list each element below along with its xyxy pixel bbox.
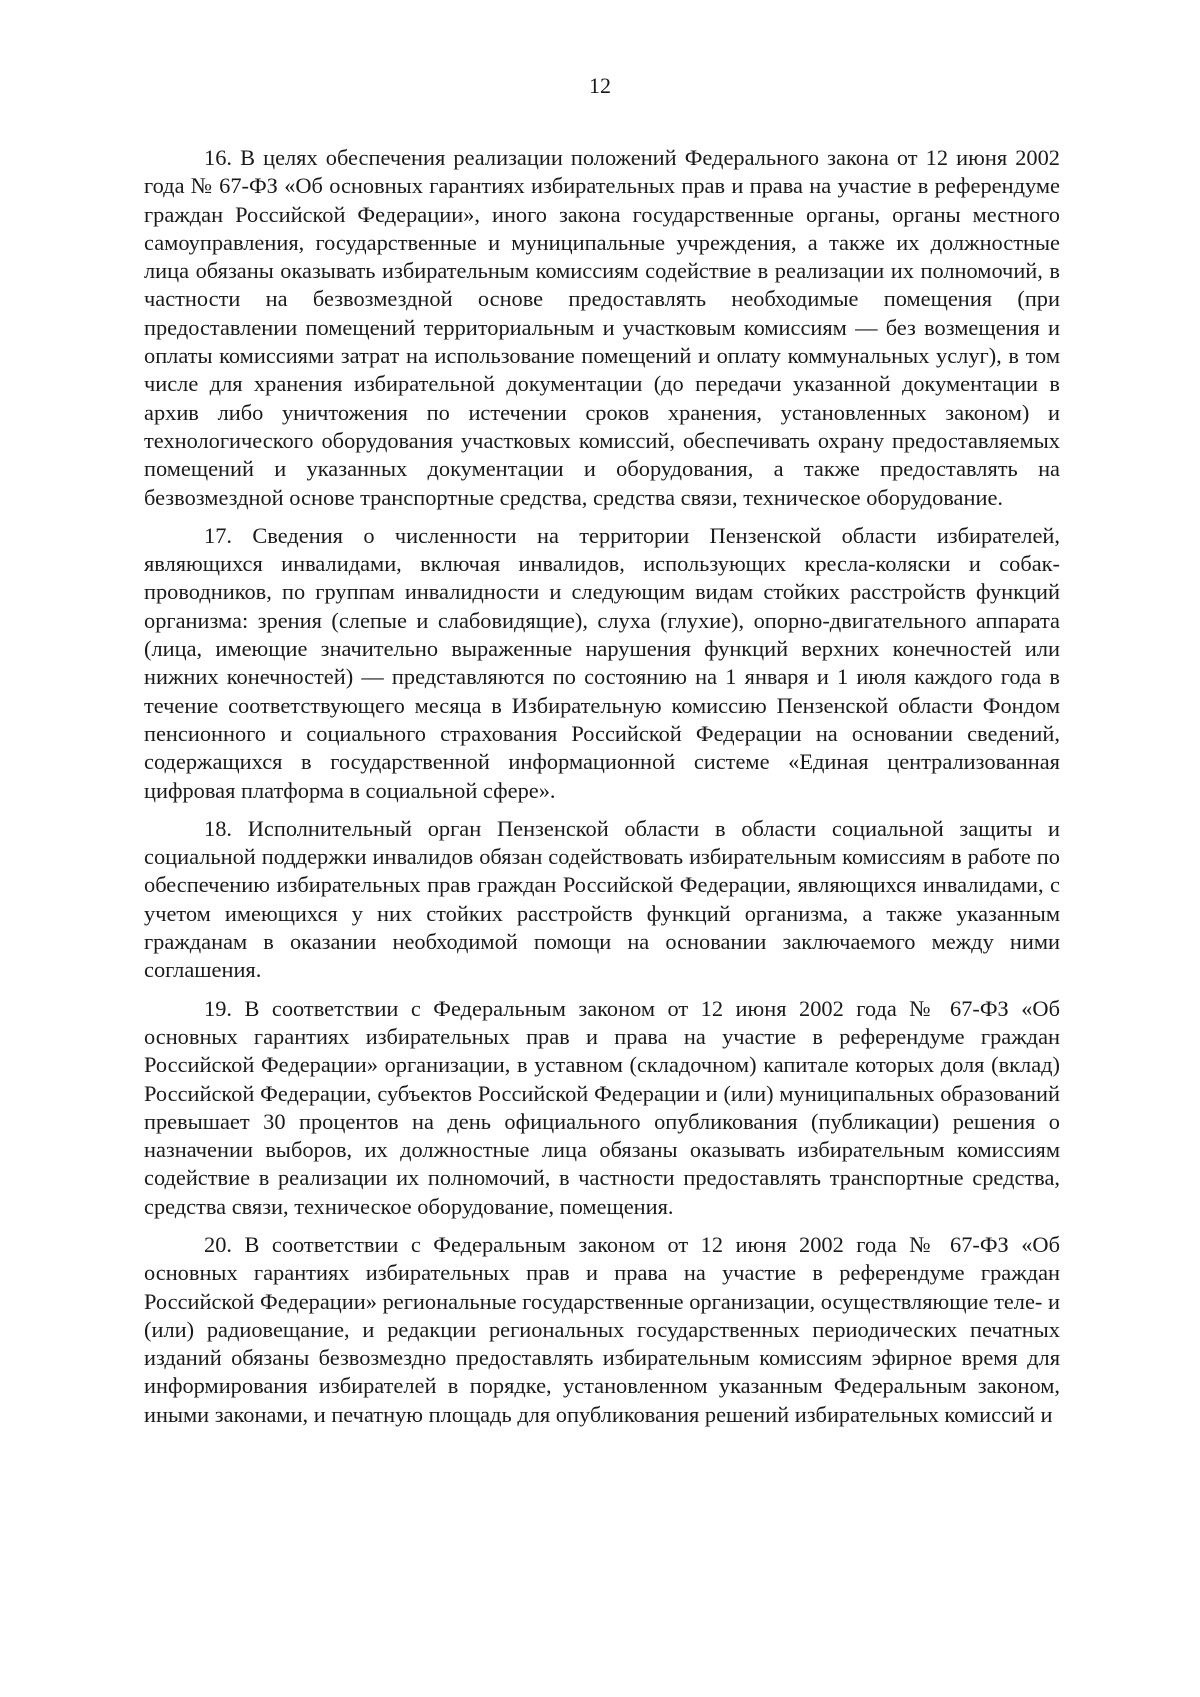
paragraph-16: 16. В целях обеспечения реализации положений Федерального закона от 12 июня 2002 года № 67-ФЗ «Об основных гарантиях избирательных прав и права на участие в референдуме граждан Российской Федерации», иного закона государственные органы, органы местного самоуправления, государственные и муниципальные учреждения, а также их должностные лица обязаны оказывать избирательным комиссиям содействие в реализации их полномочий, в частности на безвозмездной основе предоставлять необходимые помещения (при предоставлении помещений территориальным и участковым комиссиям — без возмещения и оплаты комиссиями затрат на использование помещений и оплату коммунальных услуг), в том числе для хранения избирательной документации (до передачи указанной документации в архив либо уничтожения по истечении сроков хранения, установленных законом) и технологического оборудования участковых комиссий, обеспечивать охрану предоставляемых помещений и указанных документации и оборудования, а также предоставлять на безвозмездной основе транспортные средства, средства связи, техническое оборудование. bbox=[144, 145, 1060, 510]
paragraph-20: 20. В соответствии с Федеральным законом от 12 июня 2002 года № 67-ФЗ «Об основных гарантиях избирательных прав и права на участие в референдуме граждан Российской Федерации» региональные государственные организации, осуществляющие теле- и (или) радиовещание, и редакции региональных государственных периодических печатных изданий обязаны безвозмездно предоставлять избирательным комиссиям эфирное время для информирования избирателей в порядке, установленном указанным Федеральным законом, иными законами, и печатную площадь для опубликования решений избирательных комиссий и bbox=[144, 1231, 1060, 1427]
document-body bbox=[144, 144, 1060, 1429]
paragraph-17: 17. Сведения о численности на территории Пензенской области избирателей, являющихся инвалидами, включая инвалидов, использующих кресла-коляски и собак-проводников, по группам инвалидности и следующим видам стойких расстройств функций организма: зрения (слепые и слабовидящие), слуха (глухие), опорно-двигательного аппарата (лица, имеющие значительно выраженные нарушения функций верхних конечностей или нижних конечностей) — представляются по состоянию на 1 января и 1 июля каждого года в течение соответствующего месяца в Избирательную комиссию Пензенской области Фондом пенсионного и социального страхования Российской Федерации на основании сведений, содержащихся в государственной информационной системе «Единая централизованная цифровая платформа в социальной сфере». bbox=[144, 522, 1060, 803]
page-number: 12 bbox=[589, 73, 611, 98]
paragraph-18: 18. Исполнительный орган Пензенской области в области социальной защиты и социальной поддержки инвалидов обязан содействовать избирательным комиссиям в работе по обеспечению избирательных прав граждан Российской Федерации, являющихся инвалидами, с учетом имеющихся у них стойких расстройств функций организма, а также указанным гражданам в оказании необходимой помощи на основании заключаемого между ними соглашения. bbox=[144, 815, 1060, 983]
paragraph-19: 19. В соответствии с Федеральным законом от 12 июня 2002 года № 67-ФЗ «Об основных гарантиях избирательных прав и права на участие в референдуме граждан Российской Федерации» организации, в уставном (складочном) капитале которых доля (вклад) Российской Федерации, субъектов Российской Федерации и (или) муниципальных образований превышает 30 процентов на день официального опубликования (публикации) решения о назначении выборов, их должностные лица обязаны оказывать избирательным комиссиям содействие в реализации их полномочий, в частности предоставлять транспортные средства, средства связи, техническое оборудование, помещения. bbox=[144, 995, 1060, 1219]
